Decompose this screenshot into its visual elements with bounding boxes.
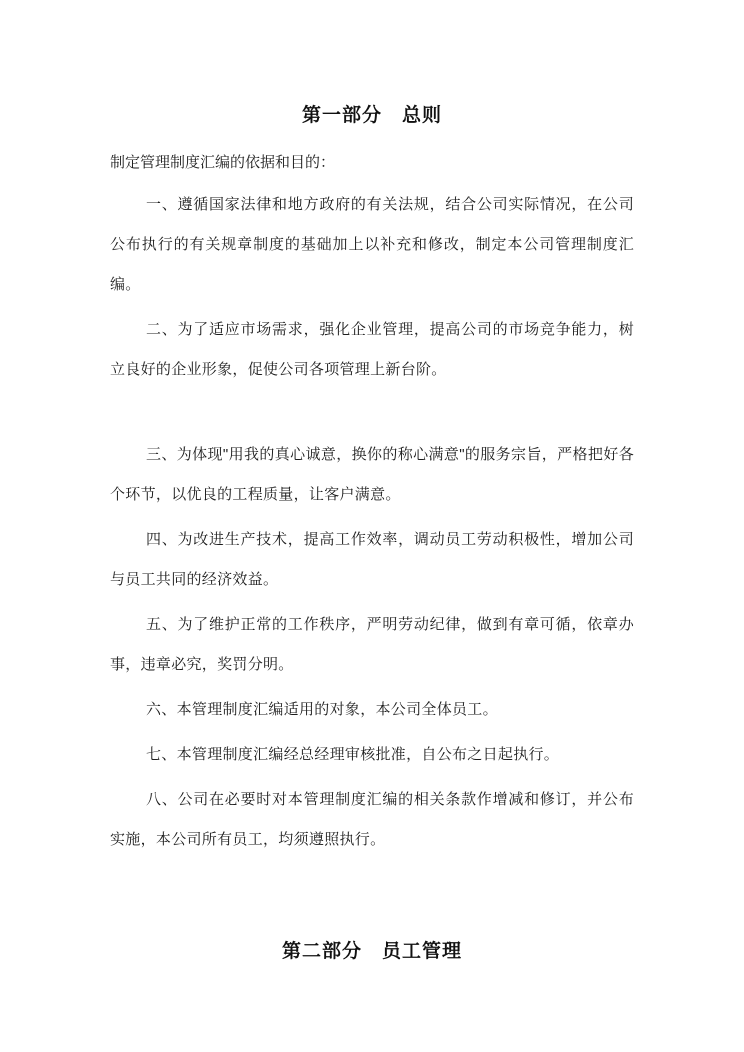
paragraph-item-7: 七、本管理制度汇编经总经理审核批准，自公布之日起执行。: [146, 746, 560, 763]
intro-line: 制定管理制度汇编的依据和目的：: [110, 154, 336, 171]
paragraph-item-8: 八、公司在必要时对本管理制度汇编的相关条款作增减和修订，并公布实施，本公司所有员工，均须遵照执行。: [110, 791, 634, 848]
section-title-part-one: 第一部分 总则: [301, 105, 442, 126]
paragraph-item-1: 一、遵循国家法律和地方政府的有关法规，结合公司实际情况，在公司公布执行的有关规章制度的基础加上以补充和修改，制定本公司管理制度汇编。: [110, 196, 634, 293]
paragraph-item-5: 五、为了维护正常的工作秩序，严明劳动纪律，做到有章可循，依章办事，违章必究，奖罚分明。: [110, 616, 634, 673]
paragraph-item-2: 二、为了适应市场需求，强化企业管理，提高公司的市场竞争能力，树立良好的企业形象，促使公司各项管理上新台阶。: [110, 321, 634, 378]
section-title-part-two: 第二部分 员工管理: [281, 941, 462, 962]
paragraph-item-4: 四、为改进生产技术，提高工作效率，调动员工劳动积极性，增加公司与员工共同的经济效益。: [110, 531, 634, 588]
paragraph-item-3: 三、为体现"用我的真心诚意，换你的称心满意"的服务宗旨，严格把好各个环节，以优良的工程质量，让客户满意。: [110, 446, 634, 503]
paragraph-item-6: 六、本管理制度汇编适用的对象，本公司全体员工。: [146, 701, 498, 718]
blank-line-spacer: [110, 395, 634, 435]
